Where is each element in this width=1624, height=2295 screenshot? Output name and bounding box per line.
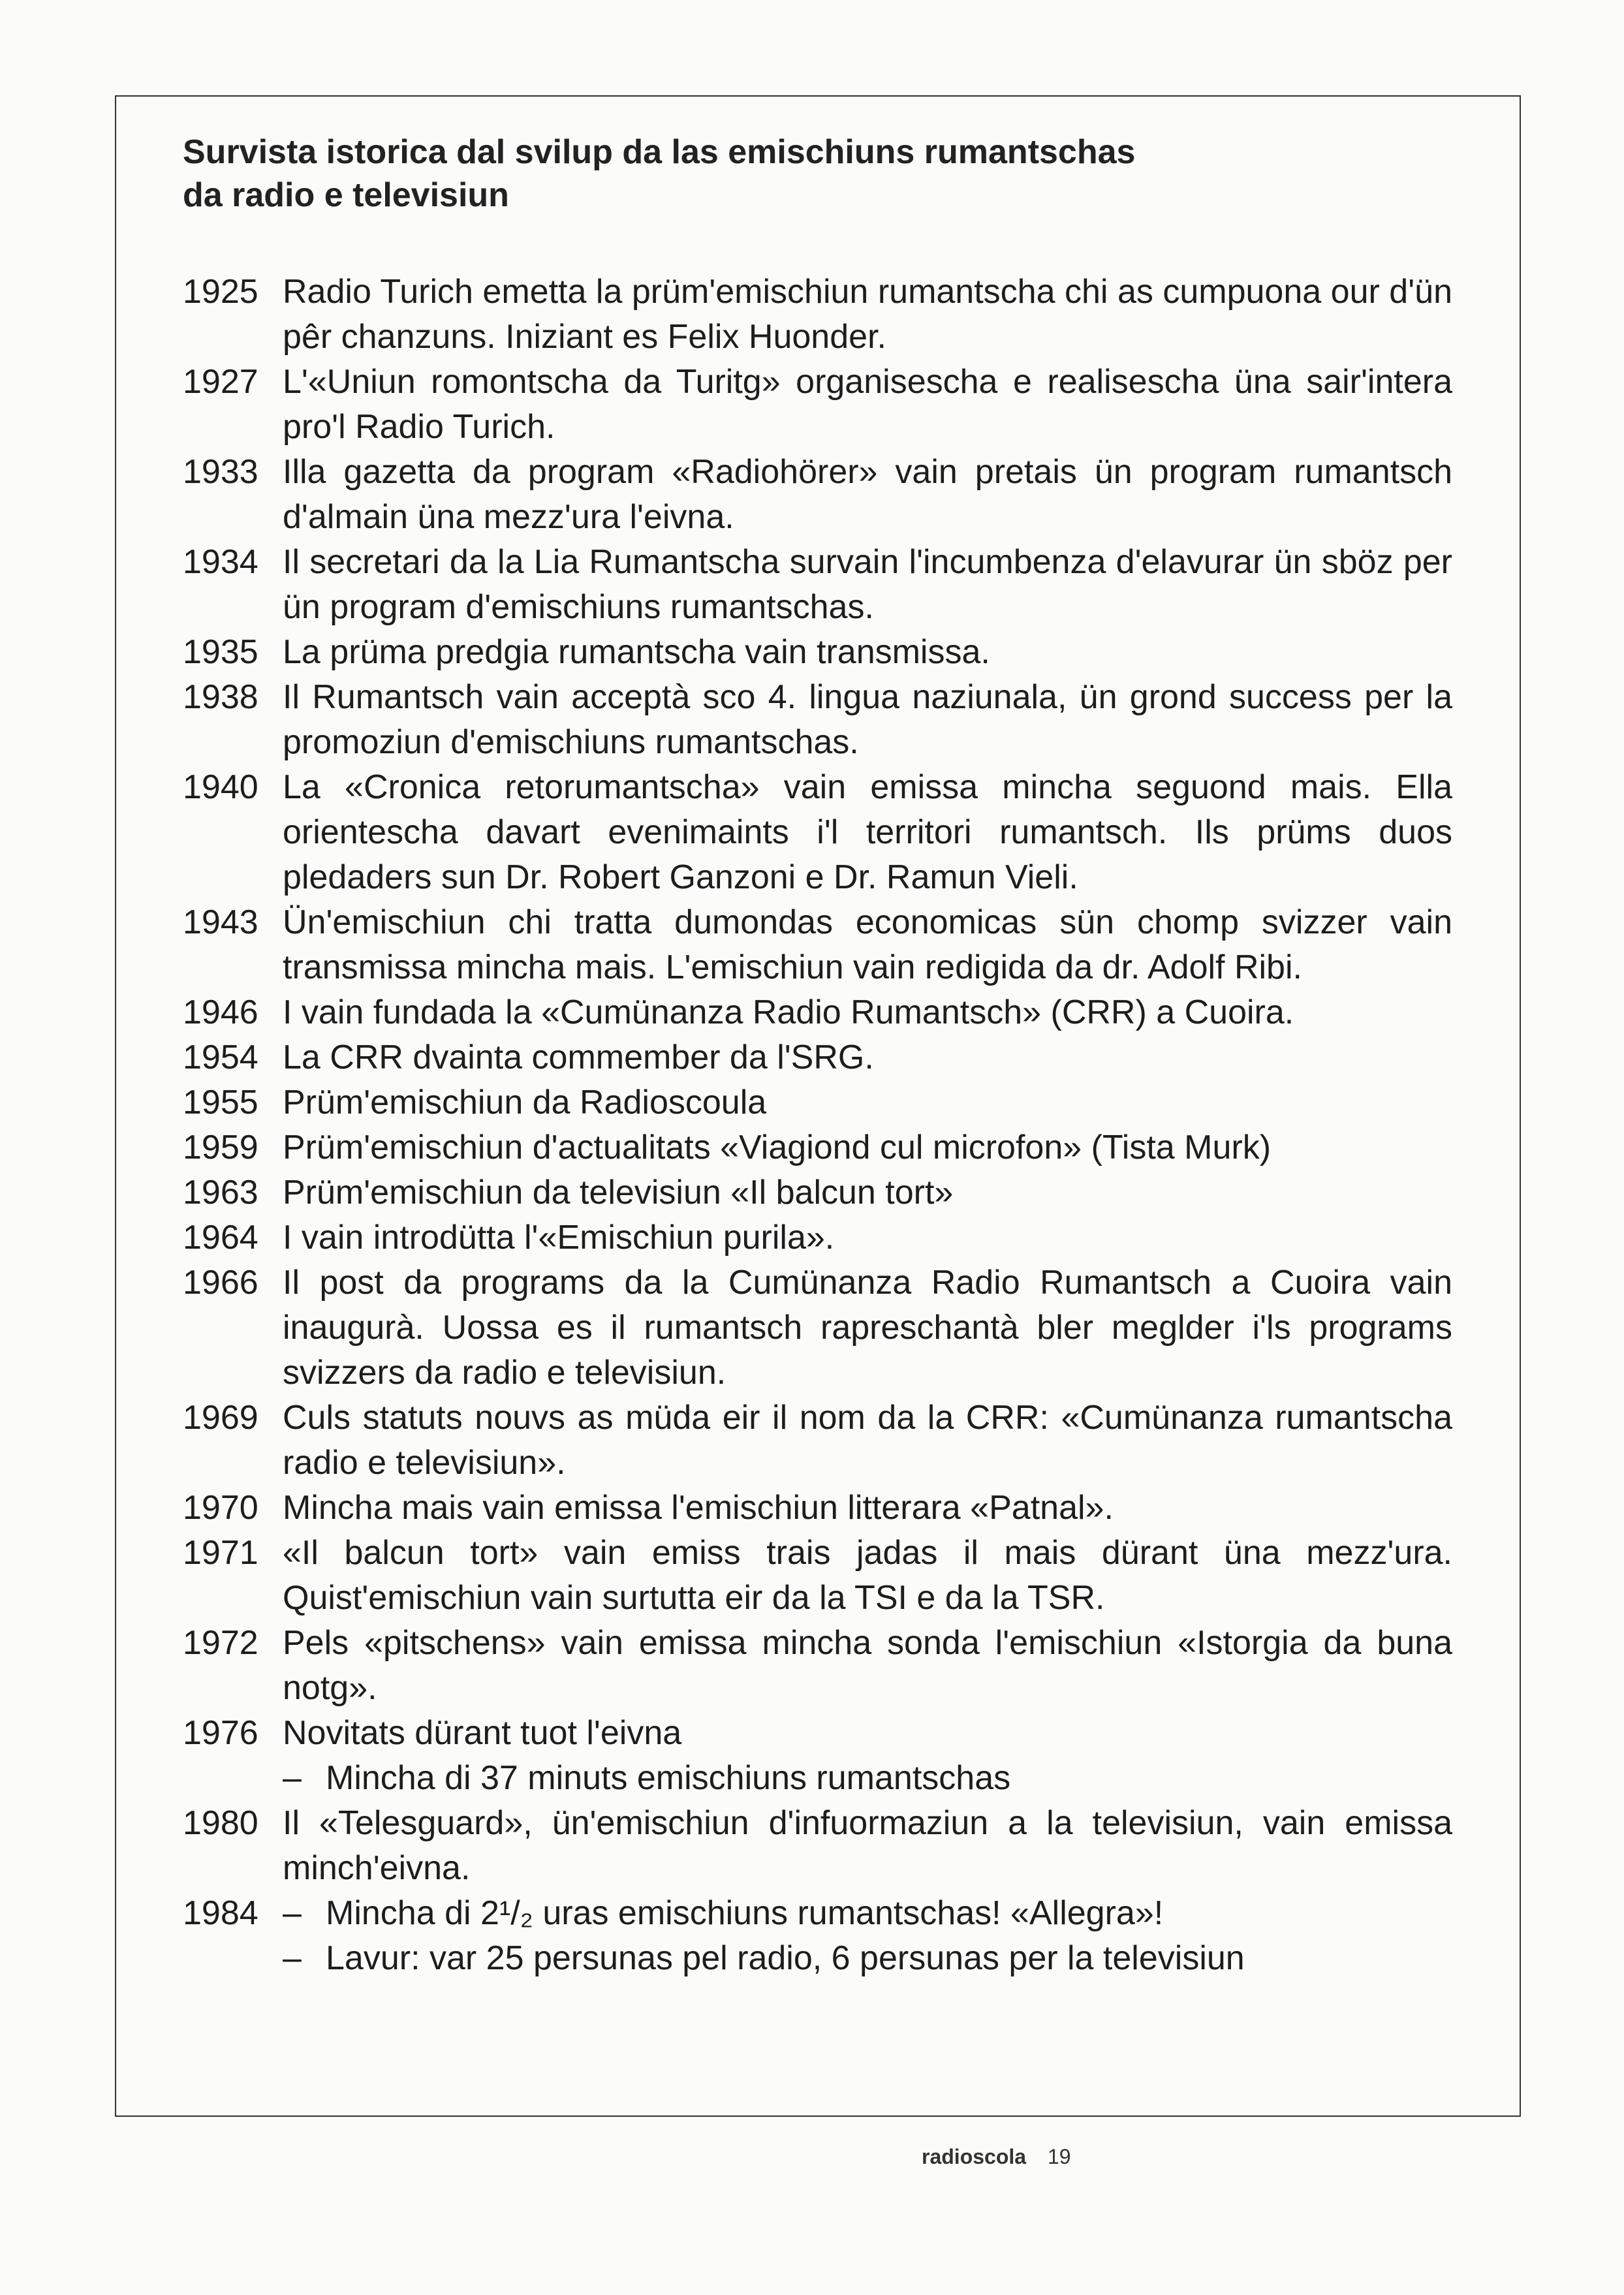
entry-text: I vain fundada la «Cumünanza Radio Rumantsch» (CRR) a Cuoira.: [283, 993, 1294, 1031]
entry-year: 1966: [183, 1264, 258, 1302]
timeline-list: [183, 270, 1452, 1981]
timeline-entry: [183, 1891, 1452, 1981]
title-line-1: Survista istorica dal svilup da las emischiuns rumantschas: [183, 133, 1136, 171]
entry-year: 1972: [183, 1624, 258, 1662]
entry-text: La «Cronica retorumantscha» vain emissa mincha seguond mais. Ella orientescha davart evenimaints i'l territori rumantsch. Ils prüms duos pledaders sun Dr. Robert Ganzoni e Dr. Ramun Vieli.: [283, 768, 1452, 896]
entry-year: 1984: [183, 1894, 258, 1932]
entry-text: Il secretari da la Lia Rumantscha survain l'incumbenza d'elavurar ün sböz per ün program d'emischiuns rumantschas.: [283, 543, 1452, 626]
page-number: 19: [1047, 2145, 1071, 2168]
timeline-entry: [183, 1531, 1452, 1621]
timeline-entry: [183, 1396, 1452, 1486]
timeline-entry: [183, 540, 1452, 630]
timeline-entry: [183, 1260, 1452, 1396]
timeline-entry: [183, 1711, 1452, 1801]
timeline-entry: [183, 1035, 1452, 1080]
entry-text: La CRR dvainta commember da l'SRG.: [283, 1038, 874, 1076]
timeline-entry: [183, 1801, 1452, 1891]
entry-text: Culs statuts nouvs as müda eir il nom da la CRR: «Cumünanza rumantscha radio e televisiun».: [283, 1399, 1452, 1482]
page-title: [183, 131, 1423, 217]
timeline-entry: [183, 1080, 1452, 1125]
timeline-entry: [183, 1125, 1452, 1170]
entry-year: 1938: [183, 678, 258, 716]
entry-text: Il Rumantsch vain acceptà sco 4. lingua naziunala, ün grond success per la promoziun d'emischiuns rumantschas.: [283, 678, 1452, 761]
entry-text: Il «Telesguard», ün'emischiun d'infuormaziun a la televisiun, vain emissa minch'eivna.: [283, 1804, 1452, 1887]
entry-year: 1954: [183, 1038, 258, 1076]
entry-text: L'«Uniun romontscha da Turitg» organisescha e realisescha üna sair'intera pro'l Radio Turich.: [283, 363, 1452, 446]
timeline-entry: [183, 270, 1452, 360]
entry-year: 1935: [183, 633, 258, 671]
entry-year: 1946: [183, 993, 258, 1031]
entry-bullet-item: – Mincha di 2¹/₂ uras emischiuns rumantschas! «Allegra»!: [283, 1891, 1452, 1936]
entry-text: I vain introdütta l'«Emischiun purila».: [283, 1219, 835, 1257]
timeline-entry: [183, 1621, 1452, 1711]
entry-year: 1970: [183, 1489, 258, 1527]
entry-text: Illa gazetta da program «Radiohörer» vain pretais ün program rumantsch d'almain üna mezz'ura l'eivna.: [283, 453, 1452, 536]
entry-year: 1964: [183, 1219, 258, 1257]
entry-year: 1969: [183, 1399, 258, 1437]
timeline-entry: [183, 450, 1452, 540]
entry-year: 1959: [183, 1129, 258, 1166]
entry-text: Pels «pitschens» vain emissa mincha sonda l'emischiun «Istorgia da buna notg».: [283, 1624, 1452, 1707]
timeline-entry: [183, 1215, 1452, 1260]
timeline-entry: [183, 1170, 1452, 1215]
entry-text: Radio Turich emetta la prüm'emischiun rumantscha chi as cumpuona our d'ün pêr chanzuns. Iniziant es Felix Huonder.: [283, 273, 1452, 356]
entry-year: 1943: [183, 903, 258, 941]
entry-year: 1976: [183, 1714, 258, 1752]
entry-year: 1971: [183, 1534, 258, 1572]
timeline-entry: [183, 675, 1452, 765]
entry-text: La prüma predgia rumantscha vain transmissa.: [283, 633, 990, 671]
entry-year: 1933: [183, 453, 258, 491]
title-line-2: da radio e televisiun: [183, 176, 509, 214]
timeline-entry: [183, 360, 1452, 450]
entry-year: 1963: [183, 1174, 258, 1211]
timeline-entry: [183, 630, 1452, 675]
entry-year: 1940: [183, 768, 258, 806]
entry-text: Prüm'emischiun d'actualitats «Viagiond cul microfon» (Tista Murk): [283, 1129, 1272, 1166]
entry-year: 1927: [183, 363, 258, 401]
entry-text: Ün'emischiun chi tratta dumondas economicas sün chomp svizzer vain transmissa mincha mais. L'emischiun vain redigida da dr. Adolf Ribi.: [283, 903, 1452, 986]
entry-bullet-item: – Mincha di 37 minuts emischiuns rumantschas: [283, 1756, 1452, 1801]
entry-year: 1980: [183, 1804, 258, 1842]
entry-bullet-item: – Lavur: var 25 persunas pel radio, 6 persunas per la televisiun: [283, 1936, 1452, 1981]
publication-name: radioscola: [922, 2145, 1027, 2168]
entry-text: Mincha mais vain emissa l'emischiun litterara «Patnal».: [283, 1489, 1114, 1527]
entry-text: Il post da programs da la Cumünanza Radio Rumantsch a Cuoira vain inaugurà. Uossa es il rumantsch rapreschantà bler meglder i'ls programs svizzers da radio e televisiun.: [283, 1264, 1452, 1392]
timeline-entry: [183, 765, 1452, 900]
entry-text: «Il balcun tort» vain emiss trais jadas il mais dürant üna mezz'ura. Quist'emischiun vain surtutta eir da la TSI e da la TSR.: [283, 1534, 1452, 1617]
entry-year: 1925: [183, 273, 258, 311]
timeline-entry: [183, 900, 1452, 990]
entry-text: Novitats dürant tuot l'eivna: [283, 1714, 682, 1752]
entry-text: Prüm'emischiun da Radioscoula: [283, 1084, 767, 1121]
page-footer: [922, 2144, 1071, 2170]
entry-year: 1934: [183, 543, 258, 581]
entry-year: 1955: [183, 1084, 258, 1121]
timeline-entry: [183, 1486, 1452, 1531]
timeline-entry: [183, 990, 1452, 1035]
entry-text: Prüm'emischiun da televisiun «Il balcun tort»: [283, 1174, 954, 1211]
